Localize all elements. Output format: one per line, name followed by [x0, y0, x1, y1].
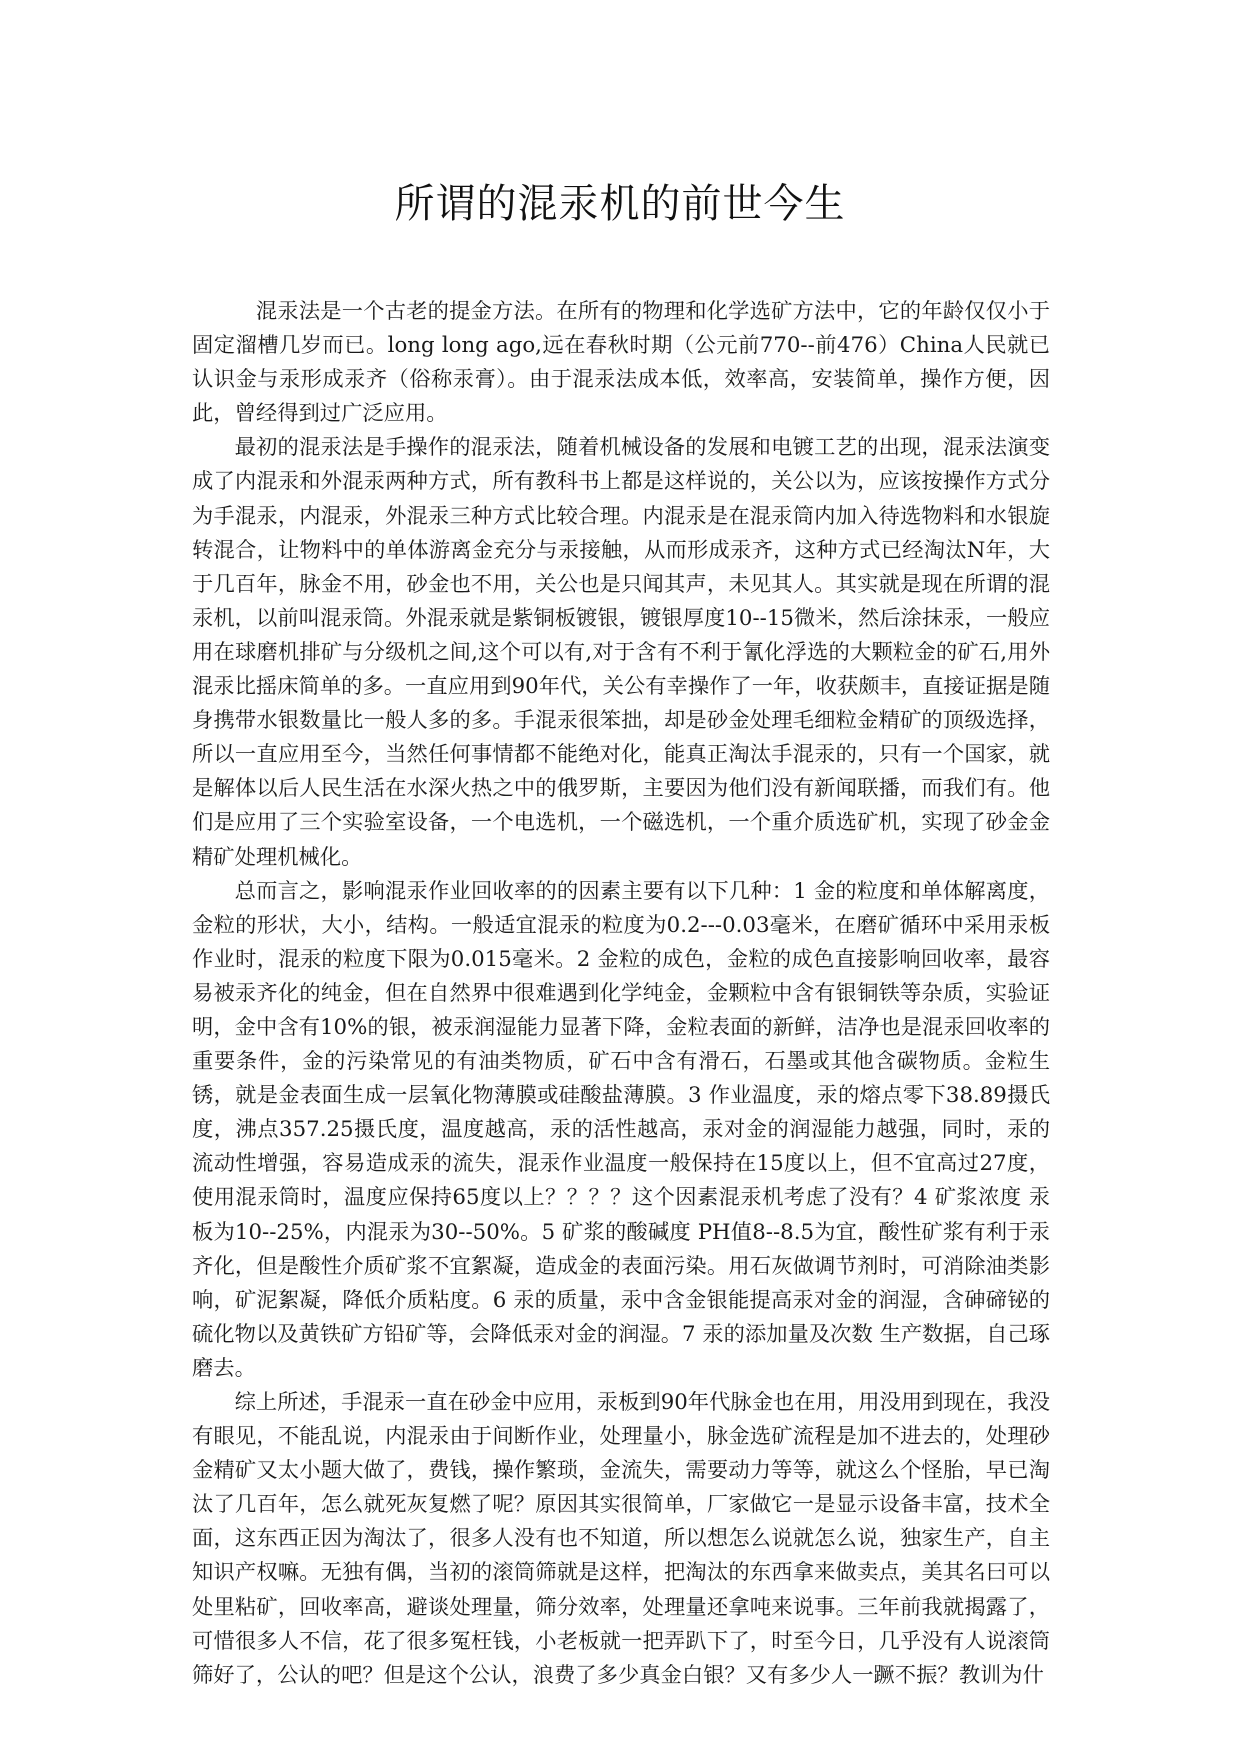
paragraph-1: 混汞法是一个古老的提金方法。在所有的物理和化学选矿方法中，它的年龄仅仅小于固定溜槽几岁而已。long long ago,远在春秋时期（公元前770--前476）China人民就已认识金与汞形成汞齐（俗称汞膏）。由于混汞法成本低，效率高，安装简单，操作方便，因此，曾经得到过广泛应用。: [192, 299, 1050, 427]
document-title: 所谓的混汞机的前世今生: [394, 181, 846, 227]
paragraph-3: 总而言之，影响混汞作业回收率的的因素主要有以下几种：1 金的粒度和单体解离度，金粒的形状，大小，结构。一般适宜混汞的粒度为0.2---0.03毫米，在磨矿循环中采用汞板作业时，混汞的粒度下限为0.015毫米。2 金粒的成色，金粒的成色直接影响回收率，最容易被汞齐化的纯金，但在自然界中很难遇到化学纯金，金颗粒中含有银铜铁等杂质，实验证明，金中含有10%的银，被汞润湿能力显著下降，金粒表面的新鲜，洁净也是混汞回收率的重要条件，金的污染常见的有油类物质，矿石中含有滑石，石墨或其他含碳物质。金粒生锈，就是金表面生成一层氧化物薄膜或硅酸盐薄膜。3 作业温度，汞的熔点零下38.89摄氏度，沸点357.25摄氏度，温度越高，汞的活性越高，汞对金的润湿能力越强，同时，汞的流动性增强，容易造成汞的流失，混汞作业温度一般保持在15度以上，但不宜高过27度，使用混汞筒时，温度应保持65度以上？？？？这个因素混汞机考虑了没有？4 矿浆浓度 汞板为10--25%，内混汞为30--50%。5 矿浆的酸碱度 PH值8--8.5为宜，酸性矿浆有利于汞齐化，但是酸性介质矿浆不宜絮凝，造成金的表面污染。用石灰做调节剂时，可消除油类影响，矿泥絮凝，降低介质粘度。6 汞的质量，汞中含金银能提高汞对金的润湿，含砷碲铋的硫化物以及黄铁矿方铅矿等，会降低汞对金的润湿。7 汞的添加量及次数 生产数据，自己琢磨去。: [192, 878, 1050, 1381]
paragraph-4: 综上所述，手混汞一直在砂金中应用，汞板到90年代脉金也在用，用没用到现在，我没有眼见，不能乱说，内混汞由于间断作业，处理量小，脉金选矿流程是加不进去的，处理砂金精矿又太小题大做了，费钱，操作繁琐，金流失，需要动力等等，就这么个怪胎，早已淘汰了几百年，怎么就死灰复燃了呢？原因其实很简单，厂家做它一是显示设备丰富，技术全面，这东西正因为淘汰了，很多人没有也不知道，所以想怎么说就怎么说，独家生产，自主知识产权嘛。无独有偶，当初的滚筒筛就是这样，把淘汰的东西拿来做卖点，美其名曰可以处里粘矿，回收率高，避谈处理量，筛分效率，处理量还拿吨来说事。三年前我就揭露了，可惜很多人不信，花了很多冤枉钱，小老板就一把弄趴下了，时至今日，几乎没有人说滚筒筛好了，公认的吧？但是这个公认，浪费了多少真金白银？又有多少人一蹶不振？教训为什: [192, 1390, 1050, 1688]
paragraph-2: 最初的混汞法是手操作的混汞法，随着机械设备的发展和电镀工艺的出现，混汞法演变成了内混汞和外混汞两种方式，所有教科书上都是这样说的，关公以为，应该按操作方式分为手混汞，内混汞，外混汞三种方式比较合理。内混汞是在混汞筒内加入待选物料和水银旋转混合，让物料中的单体游离金充分与汞接触，从而形成汞齐，这种方式已经淘汰N年，大于几百年，脉金不用，砂金也不用，关公也是只闻其声，未见其人。其实就是现在所谓的混汞机，以前叫混汞筒。外混汞就是紫铜板镀银，镀银厚度10--15微米，然后涂抹汞，一般应用在球磨机排矿与分级机之间,这个可以有,对于含有不利于氰化浮选的大颗粒金的矿石,用外混汞比摇床简单的多。一直应用到90年代，关公有幸操作了一年，收获颇丰，直接证据是随身携带水银数量比一般人多的多。手混汞很笨拙，却是砂金处理毛细粒金精矿的顶级选择，所以一直应用至今，当然任何事情都不能绝对化，能真正淘汰手混汞的，只有一个国家，就是解体以后人民生活在水深火热之中的俄罗斯，主要因为他们没有新闻联播，而我们有。他们是应用了三个实验室设备，一个电选机，一个磁选机，一个重介质选矿机，实现了砂金金精矿处理机械化。: [192, 435, 1050, 870]
document-body: [192, 295, 1050, 1693]
